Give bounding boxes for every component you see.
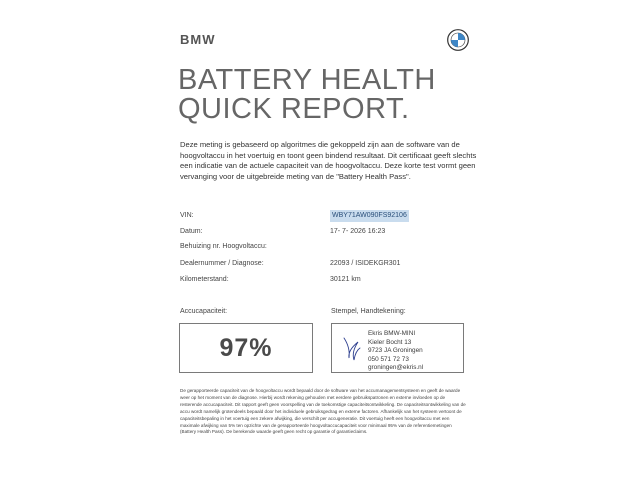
- stamp-line-dealer-name: Ekris BMW-MINI: [368, 330, 416, 337]
- intro-paragraph: Deze meting is gebaseerd op algoritmes die gekoppeld zijn aan de software van de hoogvoltaccu in het voertuig en toont geen bindend resultaat. Dit certificaat geeft slechts een indicatie van de actuele capaciteit van de hoogvoltaccu. Deze korte test vormt geen vervanging voor de uitgebreide meting van de "Battery Health Pass".: [180, 140, 477, 181]
- bmw-roundel-icon: [447, 29, 469, 51]
- signature-icon: [340, 332, 362, 364]
- capacity-box: [179, 323, 313, 373]
- dealer-value: 22093 / ISIDEKGR301: [330, 260, 401, 267]
- field-row-vin: [180, 210, 480, 222]
- date-value: 17- 7- 2026 16:23: [330, 228, 386, 235]
- field-row-dealer: [180, 258, 480, 270]
- field-row-mileage: [180, 274, 480, 286]
- report-title-line-2: QUICK REPORT.: [178, 93, 410, 125]
- date-label: Datum:: [180, 228, 203, 235]
- report-title-line-1: BATTERY HEALTH: [178, 64, 436, 96]
- mileage-label: Kilometerstand:: [180, 276, 229, 283]
- mileage-value: 30121 km: [330, 276, 361, 283]
- stamp-line-street: Kieler Bocht 13: [368, 338, 412, 346]
- brand-wordmark: BMW: [180, 32, 216, 47]
- dealer-stamp: [368, 330, 423, 373]
- stamp-box: [331, 323, 464, 373]
- field-row-date: [180, 226, 480, 238]
- vin-value: WBY71AW090FS92106: [330, 210, 409, 222]
- vin-label: VIN:: [180, 212, 194, 219]
- dealer-label: Dealernummer / Diagnose:: [180, 260, 264, 267]
- capacity-label: Accucapaciteit:: [180, 308, 228, 315]
- field-row-battery-housing: [180, 241, 480, 253]
- footnote-disclaimer: De gerapporteerde capaciteit van de hoogvoltaccu wordt bepaald door de software van het accumanagementsysteem en geeft de waarde weer op het moment van de diagnose. Hierbij wordt rekening gehouden met eerdere gebruikspatronen en externe invloeden op de resterende accucapaciteit. Dit rapport geeft geen voorspelling van de toekomstige capaciteitsontwikkeling. De capaciteitsontwikkeling van de accu wordt namelijk grotendeels bepaald door het individuele gebruiksgedrag en externe factoren. Afhankelijk van het systeem vertoont de capaciteitsbepaling in het voertuig een zekere afwijking, die verschilt per accugeneratie. Dit voertuig heeft een hoogvoltaccu met een maximale afwijking van 5% ten opzichte van de gerapporteerde hoogvoltaccucapaciteit voor minimaal 95% van de referentiemetingen (Battery Health Pass). De berekende waarde geeft geen recht op garantie of garantieclaims.: [180, 388, 466, 435]
- stamp-line-city: 9723 JA Groningen: [368, 347, 423, 355]
- stamp-line-phone: 050 571 72 73: [368, 355, 409, 363]
- capacity-value: 97%: [219, 333, 273, 362]
- battery-housing-label: Behuizing nr. Hoogvoltaccu:: [180, 243, 267, 250]
- report-title: [178, 66, 436, 124]
- stamp-label: Stempel, Handtekening:: [331, 308, 406, 315]
- stamp-line-email: groningen@ekris.nl: [368, 364, 424, 372]
